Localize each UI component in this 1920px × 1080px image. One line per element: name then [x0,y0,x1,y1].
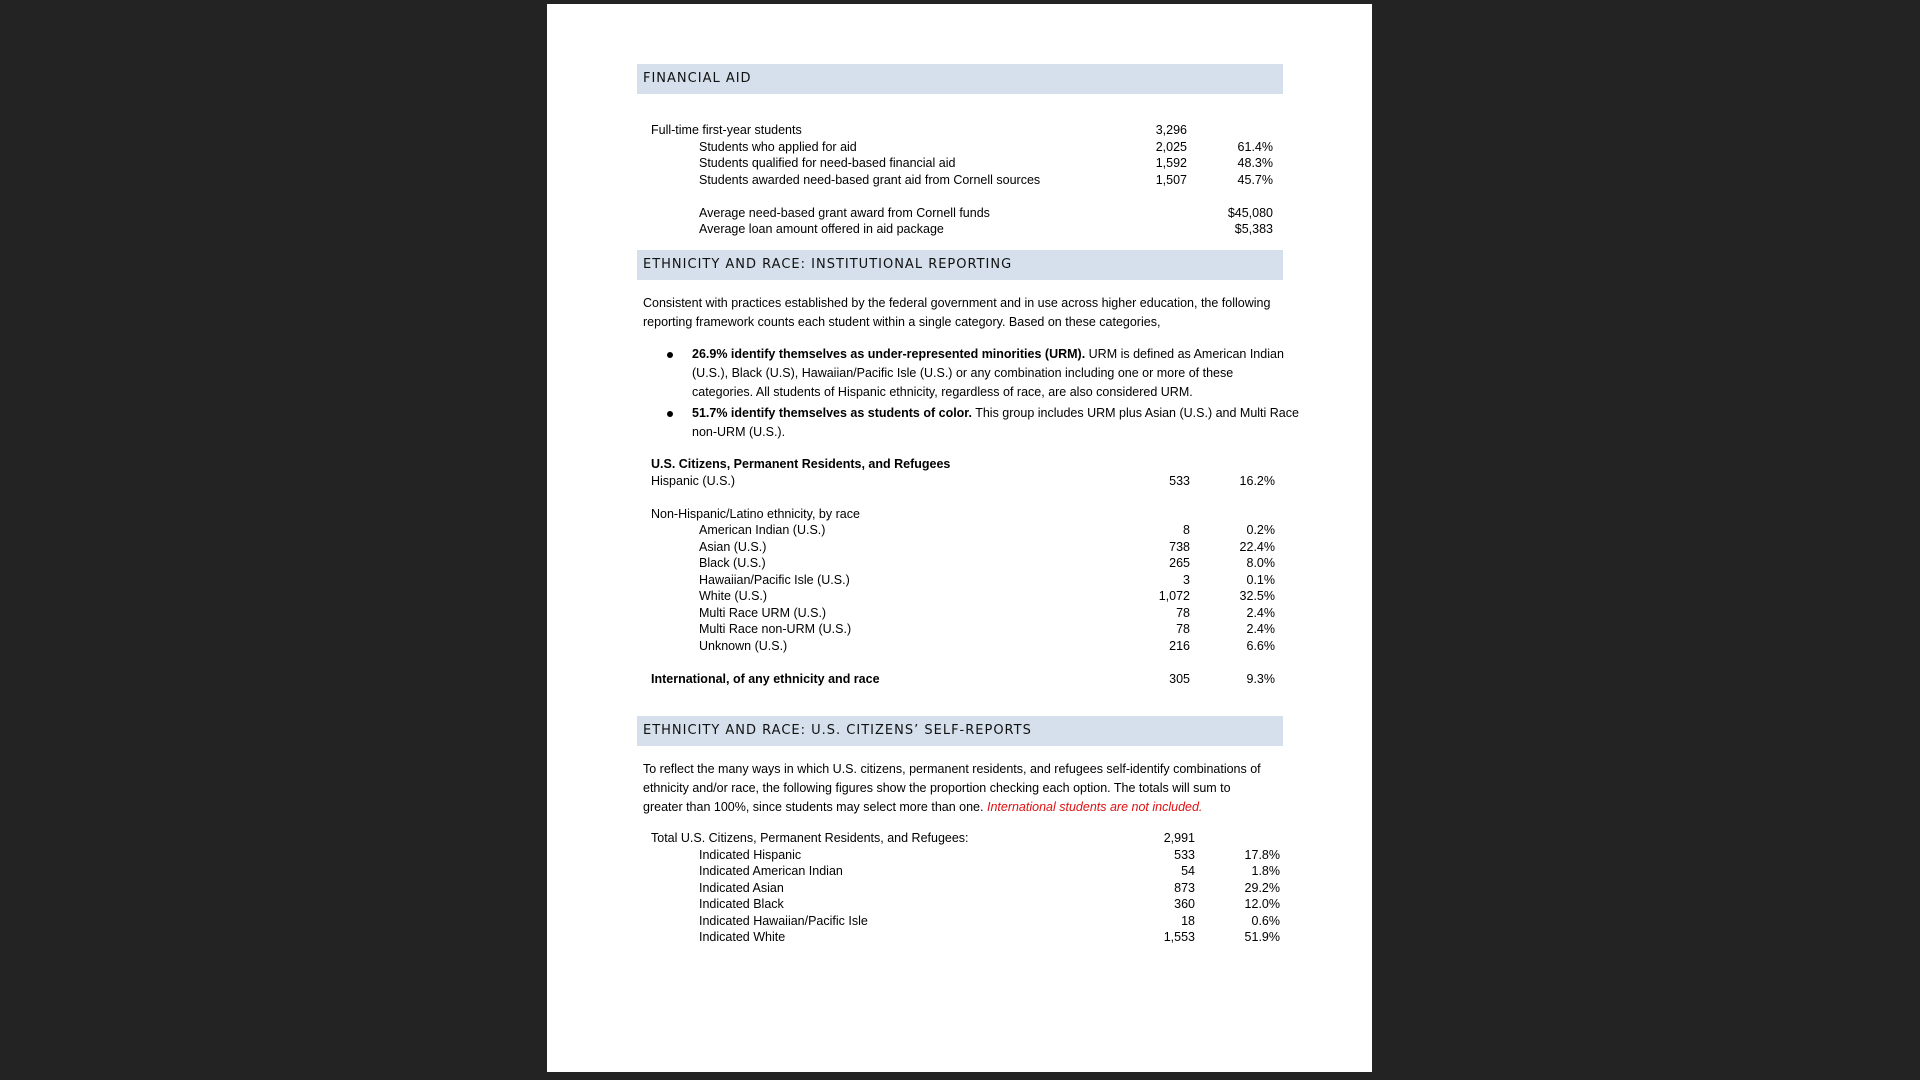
eth-row-pct: 32.5% [1239,589,1275,603]
fa-row-label: Average need-based grant award from Cornell funds [699,206,990,220]
fa-row-pct: 61.4% [1237,140,1273,154]
fa-row-label: Students who applied for aid [699,140,857,154]
eth-row-label: Hispanic (U.S.) [651,474,736,488]
bullet-line: categories. All students of Hispanic ethnicity, regardless of race, are also considered URM. [692,385,1193,399]
fa-row-count: 1,507 [1155,173,1187,187]
bullet-line: non-URM (U.S.). [692,425,786,439]
eth-row-count: 78 [1176,622,1190,636]
self-reports-intro-line: ethnicity and/or race, the following figures show the proportion checking each option. The totals will sum to [643,781,1231,795]
self-total-label: Total U.S. Citizens, Permanent Residents, and Refugees: [651,831,969,845]
international-label: International, of any ethnicity and race [651,672,880,686]
self-row-label: Indicated American Indian [699,864,843,878]
eth-row-label: Black (U.S.) [699,556,766,570]
eth-row-pct: 16.2% [1239,474,1275,488]
self-row-label: Indicated Black [699,897,784,911]
eth-row-count: 533 [1169,474,1190,488]
nonhispanic-heading: Non-Hispanic/Latino ethnicity, by race [651,507,860,521]
fa-row-count: 1,592 [1155,156,1187,170]
self-row-count: 54 [1181,864,1195,878]
self-total-count: 2,991 [1163,831,1195,845]
eth-row-pct: 2.4% [1246,622,1275,636]
eth-row-count: 78 [1176,606,1190,620]
eth-row-label: Unknown (U.S.) [699,639,788,653]
institutional-header: ETHNICITY AND RACE: INSTITUTIONAL REPORTING [637,250,1283,280]
self-row-count: 533 [1174,848,1195,862]
eth-row-pct: 0.2% [1246,523,1275,537]
fa-row-label: Full-time first-year students [651,123,802,137]
eth-row-label: Multi Race URM (U.S.) [699,606,827,620]
self-reports-intro-line: To reflect the many ways in which U.S. citizens, permanent residents, and refugees self-identify combinations of [643,762,1261,776]
fa-row-label: Students qualified for need-based financial aid [699,156,956,170]
document-page [547,4,1372,1072]
self-row-count: 360 [1174,897,1195,911]
eth-row-count: 3 [1183,573,1190,587]
self-row-label: Indicated White [699,930,786,944]
fa-row-label: Average loan amount offered in aid package [699,222,944,236]
eth-row-count: 8 [1183,523,1190,537]
bullet-text: This group includes URM plus Asian (U.S.) and Multi Race [975,406,1299,420]
eth-row-pct: 8.0% [1246,556,1275,570]
self-row-pct: 1.8% [1251,864,1280,878]
institutional-intro-line: reporting framework counts each student within a single category. Based on these categories, [643,315,1161,329]
fa-row-pct: 45.7% [1237,173,1273,187]
bullet-line [692,345,1284,364]
bullet-icon [667,352,673,358]
eth-row-label: White (U.S.) [699,589,768,603]
financial-aid-header: FINANCIAL AID [637,64,1283,94]
eth-row-count: 1,072 [1158,589,1190,603]
eth-row-pct: 22.4% [1239,540,1275,554]
self-reports-intro-line [643,798,1202,817]
bullet-text: URM is defined as American Indian [1088,347,1284,361]
self-row-pct: 12.0% [1244,897,1280,911]
eth-row-pct: 2.4% [1246,606,1275,620]
international-pct: 9.3% [1246,672,1275,686]
bullet-bold-text: 51.7% identify themselves as students of color. [692,406,972,420]
self-row-pct: 0.6% [1251,914,1280,928]
institutional-intro-line: Consistent with practices established by the federal government and in use across higher education, the following [643,296,1271,310]
eth-row-count: 216 [1169,639,1190,653]
eth-row-count: 738 [1169,540,1190,554]
eth-row-pct: 6.6% [1246,639,1275,653]
self-row-label: Indicated Hispanic [699,848,802,862]
fa-row-pct: 48.3% [1237,156,1273,170]
eth-row-label: Asian (U.S.) [699,540,767,554]
self-row-pct: 51.9% [1244,930,1280,944]
self-row-count: 18 [1181,914,1195,928]
self-row-pct: 29.2% [1244,881,1280,895]
bullet-icon [667,411,673,417]
international-count: 305 [1169,672,1190,686]
group-heading: U.S. Citizens, Permanent Residents, and Refugees [651,457,951,471]
eth-row-label: Hawaiian/Pacific Isle (U.S.) [699,573,850,587]
self-row-count: 1,553 [1163,930,1195,944]
bullet-bold-text: 26.9% identify themselves as under-represented minorities (URM). [692,347,1086,361]
eth-row-count: 265 [1169,556,1190,570]
fa-row-count: 2,025 [1155,140,1187,154]
fa-row-label: Students awarded need-based grant aid from Cornell sources [699,173,1041,187]
eth-row-pct: 0.1% [1246,573,1275,587]
eth-row-label: Multi Race non-URM (U.S.) [699,622,852,636]
fa-row-pct: $45,080 [1227,206,1273,220]
self-row-pct: 17.8% [1244,848,1280,862]
intro-text: greater than 100%, since students may select more than one. [643,800,984,814]
self-reports-header: ETHNICITY AND RACE: U.S. CITIZENS’ SELF-REPORTS [637,716,1283,746]
self-row-label: Indicated Asian [699,881,784,895]
intro-red-note: International students are not included. [986,800,1203,814]
fa-row-count: 3,296 [1155,123,1187,137]
self-row-count: 873 [1174,881,1195,895]
bullet-line: (U.S.), Black (U.S), Hawaiian/Pacific Isle (U.S.) or any combination including one or more of these [692,366,1234,380]
eth-row-label: American Indian (U.S.) [699,523,826,537]
self-row-label: Indicated Hawaiian/Pacific Isle [699,914,868,928]
fa-row-pct: $5,383 [1234,222,1273,236]
bullet-line [692,404,1299,423]
